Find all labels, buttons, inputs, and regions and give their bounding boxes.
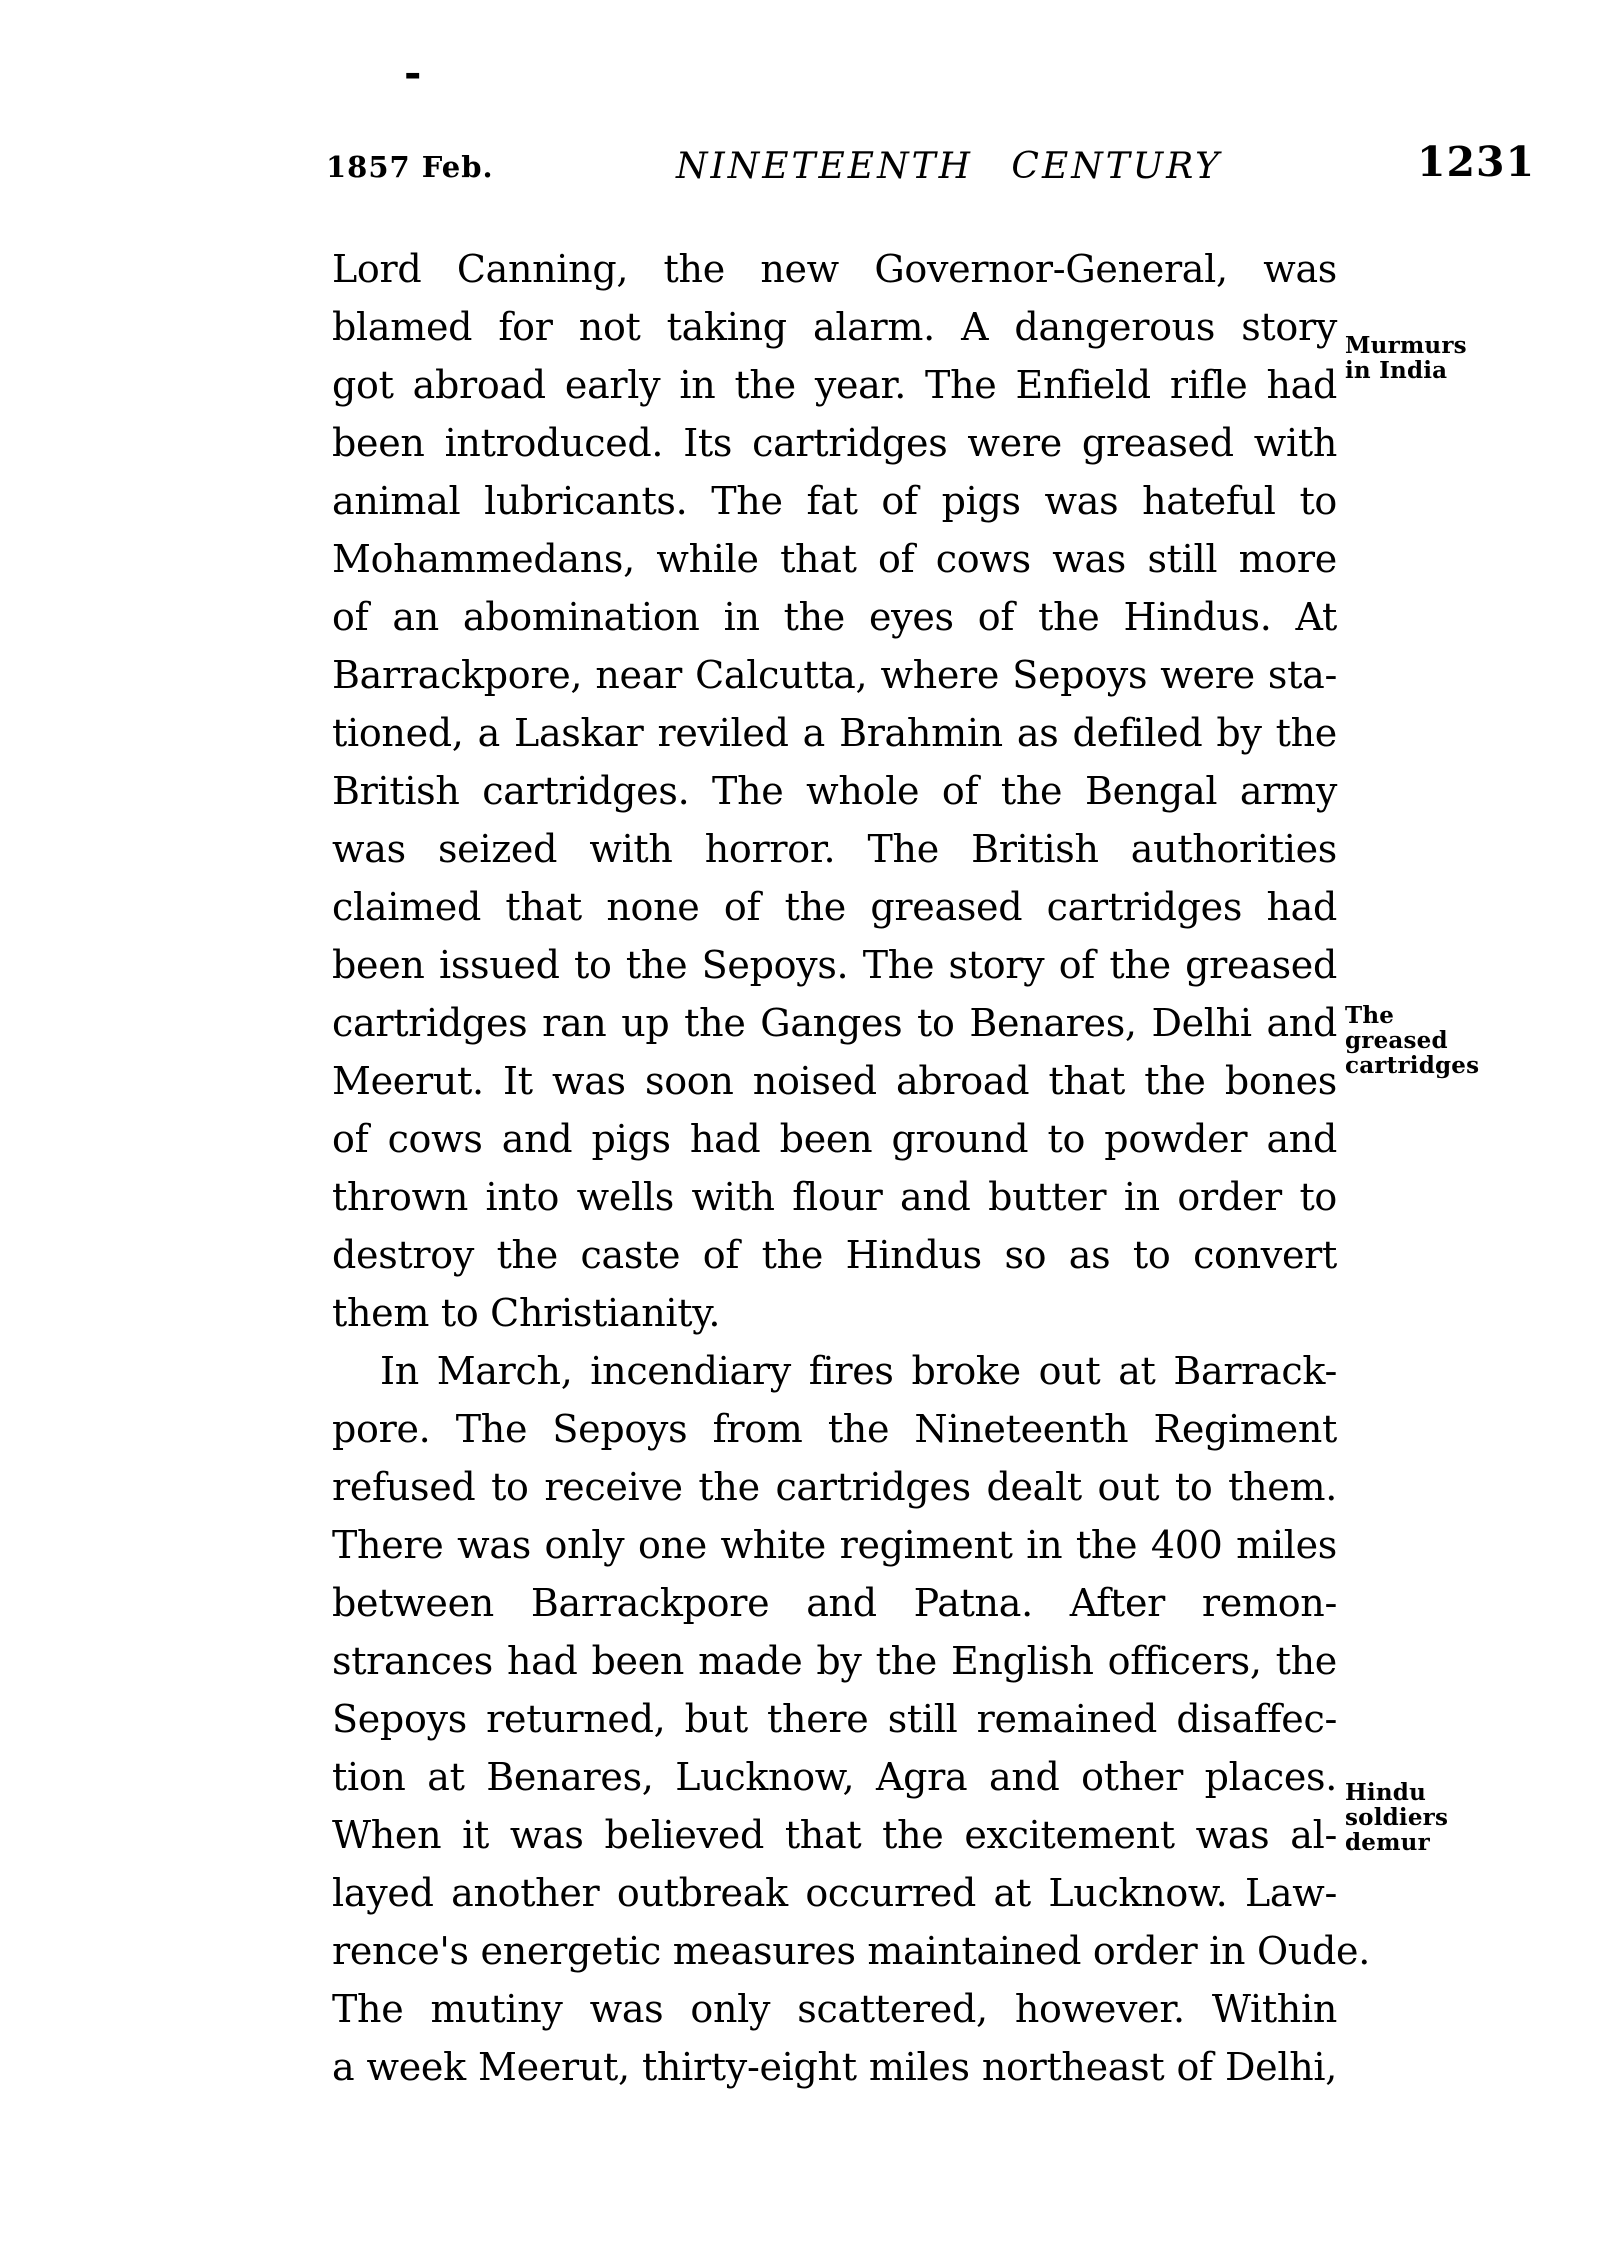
text-line: The mutiny was only scattered, however. Within	[332, 1987, 1337, 2031]
page-number: 1231	[1417, 138, 1536, 186]
body-text-column	[332, 240, 1371, 2096]
stray-print-mark: -	[404, 48, 422, 97]
margin-note-line: cartridges	[1345, 1052, 1480, 1079]
text-line: claimed that none of the greased cartridges had	[332, 885, 1337, 929]
text-line: British cartridges. The whole of the Bengal army	[332, 769, 1337, 813]
margin-note-murmurs-in-india	[1345, 333, 1565, 383]
margin-note-greased-cartridges	[1345, 1003, 1565, 1078]
text-line: layed another outbreak occurred at Lucknow. Law-	[332, 1871, 1337, 1915]
text-line: between Barrackpore and Patna. After remon-	[332, 1581, 1337, 1625]
running-head-title: NINETEENTH CENTURY	[676, 146, 1222, 187]
text-line: tioned, a Laskar reviled a Brahmin as defiled by the	[332, 711, 1337, 755]
text-line: of an abomination in the eyes of the Hindus. At	[332, 595, 1337, 639]
margin-note-line: greased	[1345, 1027, 1448, 1054]
text-line: When it was believed that the excitement was al-	[332, 1813, 1337, 1857]
text-line: of cows and pigs had been ground to powder and	[332, 1117, 1337, 1161]
text-line: a week Meerut, thirty-eight miles northeast of Delhi,	[332, 2045, 1337, 2089]
margin-note-hindu-soldiers-demur	[1345, 1780, 1565, 1855]
text-line: rence's energetic measures maintained order in Oude.	[332, 1929, 1371, 1973]
text-line: blamed for not taking alarm. A dangerous story	[332, 305, 1337, 349]
text-line: Sepoys returned, but there still remained disaffec-	[332, 1697, 1337, 1741]
text-line: destroy the caste of the Hindus so as to convert	[332, 1233, 1337, 1277]
text-line: thrown into wells with flour and butter in order to	[332, 1175, 1337, 1219]
text-line-paragraph-end: them to Christianity.	[332, 1291, 721, 1335]
margin-note-line: in India	[1345, 357, 1448, 384]
text-line: Barrackpore, near Calcutta, where Sepoys were sta-	[332, 653, 1337, 697]
text-line: tion at Benares, Lucknow, Agra and other places.	[332, 1755, 1337, 1799]
margin-note-line: Murmurs	[1345, 332, 1467, 359]
margin-note-line: demur	[1345, 1829, 1430, 1856]
text-line: Meerut. It was soon noised abroad that the bones	[332, 1059, 1337, 1103]
margin-note-line: soldiers	[1345, 1804, 1449, 1831]
text-line: been issued to the Sepoys. The story of the greased	[332, 943, 1337, 987]
text-line: was seized with horror. The British authorities	[332, 827, 1337, 871]
text-line: strances had been made by the English officers, the	[332, 1639, 1337, 1683]
text-line: refused to receive the cartridges dealt out to them.	[332, 1465, 1337, 1509]
text-line-paragraph-start: In March, incendiary fires broke out at Barrack-	[380, 1349, 1337, 1393]
text-line: animal lubricants. The fat of pigs was hateful to	[332, 479, 1337, 523]
text-line: got abroad early in the year. The Enfield rifle had	[332, 363, 1337, 407]
text-line: been introduced. Its cartridges were greased with	[332, 421, 1337, 465]
margin-note-line: Hindu	[1345, 1779, 1426, 1806]
text-line: Mohammedans, while that of cows was still more	[332, 537, 1337, 581]
text-line: There was only one white regiment in the 400 miles	[332, 1523, 1337, 1567]
running-head-date: 1857 Feb.	[326, 150, 494, 184]
margin-note-line: The	[1345, 1002, 1395, 1029]
text-line: pore. The Sepoys from the Nineteenth Regiment	[332, 1407, 1337, 1451]
text-line: Lord Canning, the new Governor-General, was	[332, 247, 1337, 291]
text-line: cartridges ran up the Ganges to Benares, Delhi and	[332, 1001, 1337, 1045]
